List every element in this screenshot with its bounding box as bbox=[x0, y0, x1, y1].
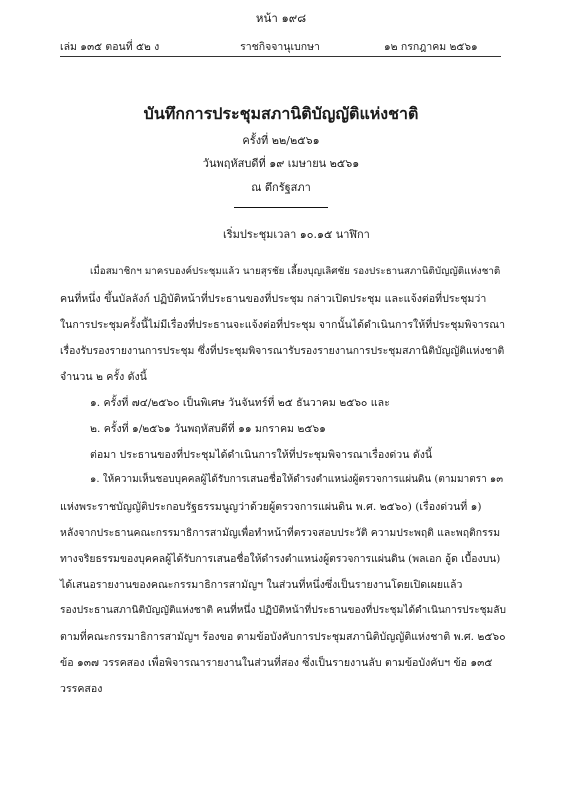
list-item: ๒. ครั้งที่ ๑/๒๕๖๑ วันพฤหัสบดีที่ ๑๑ มกราคม ๒๕๖๑ bbox=[90, 423, 326, 435]
paragraph-line: ๑. ให้ความเห็นชอบบุคคลผู้ได้รับการเสนอชื่อให้ดำรงตำแหน่งผู้ตรวจการแผ่นดิน (ตามมาตรา ๑๓ bbox=[90, 474, 504, 485]
gazette-volume-issue: เล่ม ๑๓๕ ตอนที่ ๕๒ ง bbox=[60, 41, 160, 53]
paragraph-line: จำนวน ๒ ครั้ง ดังนี้ bbox=[60, 371, 147, 383]
paragraph-line: รองประธานสภานิติบัญญัติแห่งชาติ คนที่หนึ่ง ปฏิบัติหน้าที่ประธานของที่ประชุมได้ดำเนินการประชุมลับ bbox=[60, 605, 506, 616]
paragraph-line: วรรคสอง bbox=[60, 683, 103, 695]
paragraph-line: คนที่หนึ่ง ขึ้นบัลลังก์ ปฏิบัติหน้าที่ประธานของที่ประชุม กล่าวเปิดประชุม และแจ้งต่อที่ประชุมว่า bbox=[60, 293, 487, 305]
paragraph-line: ต่อมา ประธานของที่ประชุมได้ดำเนินการให้ที่ประชุมพิจารณาเรื่องด่วน ดังนี้ bbox=[90, 449, 433, 461]
paragraph-line: ตามที่คณะกรรมาธิการสามัญฯ ร้องขอ ตามข้อบังคับการประชุมสภานิติบัญญัติแห่งชาติ พ.ศ. ๒๕๖๐ bbox=[60, 631, 506, 643]
header-divider bbox=[60, 56, 501, 57]
paragraph-line: ทางจริยธรรมของบุคคลผู้ได้รับการเสนอชื่อให้ดำรงตำแหน่งผู้ตรวจการแผ่นดิน (พลเอก อู้ด เบื้องบน) bbox=[60, 553, 501, 565]
paragraph-line: หลังจากประธานคณะกรรมาธิการสามัญเพื่อทำหน้าที่ตรวจสอบประวัติ ความประพฤติ และพฤติกรรม bbox=[60, 527, 501, 539]
paragraph-line: เมื่อสมาชิกฯ มาครบองค์ประชุมแล้ว นายสุรชัย เลี้ยงบุญเลิศชัย รองประธานสภานิติบัญญัติแห่งชาติ bbox=[90, 266, 501, 277]
meeting-number: ครั้งที่ ๒๒/๒๕๖๑ bbox=[242, 134, 320, 147]
paragraph-line: ข้อ ๑๓๗ วรรคสอง เพื่อพิจารณารายงานในส่วนที่สอง ซึ่งเป็นรายงานลับ ตามข้อบังคับฯ ข้อ ๑๓๕ bbox=[60, 657, 493, 669]
paragraph-line: ในการประชุมครั้งนี้ไม่มีเรื่องที่ประธานจะแจ้งต่อที่ประชุม จากนั้นได้ดำเนินการให้ที่ประชุมพิจารณา bbox=[60, 319, 506, 331]
title-divider bbox=[234, 207, 328, 208]
paragraph-line: แห่งพระราชบัญญัติประกอบรัฐธรรมนูญว่าด้วยผู้ตรวจการแผ่นดิน พ.ศ. ๒๕๖๐) (เรื่องด่วนที่ ๑) bbox=[60, 501, 482, 513]
start-time: เริ่มประชุมเวลา ๑๐.๑๕ นาฬิกา bbox=[223, 228, 370, 241]
gazette-date: ๑๒ กรกฎาคม ๒๕๖๑ bbox=[384, 41, 478, 53]
list-item: ๑. ครั้งที่ ๗๔/๒๕๖๐ เป็นพิเศษ วันจันทร์ที่ ๒๕ ธันวาคม ๒๕๖๐ และ bbox=[90, 397, 390, 409]
page-number: หน้า ๑๙๘ bbox=[255, 11, 307, 25]
document-title: บันทึกการประชุมสภานิติบัญญัติแห่งชาติ bbox=[143, 104, 419, 123]
meeting-place: ณ ตึกรัฐสภา bbox=[251, 181, 311, 194]
gazette-name: ราชกิจจานุเบกษา bbox=[240, 41, 320, 53]
paragraph-line: ได้เสนอรายงานของคณะกรรมาธิการสามัญฯ ในส่วนที่หนึ่งซึ่งเป็นรายงานโดยเปิดเผยแล้ว bbox=[60, 579, 463, 591]
meeting-date: วันพฤหัสบดีที่ ๑๙ เมษายน ๒๕๖๑ bbox=[202, 157, 360, 170]
paragraph-line: เรื่องรับรองรายงานการประชุม ซึ่งที่ประชุมพิจารณารับรองรายงานการประชุมสภานิติบัญญัติแห่งชาติ bbox=[60, 345, 505, 357]
